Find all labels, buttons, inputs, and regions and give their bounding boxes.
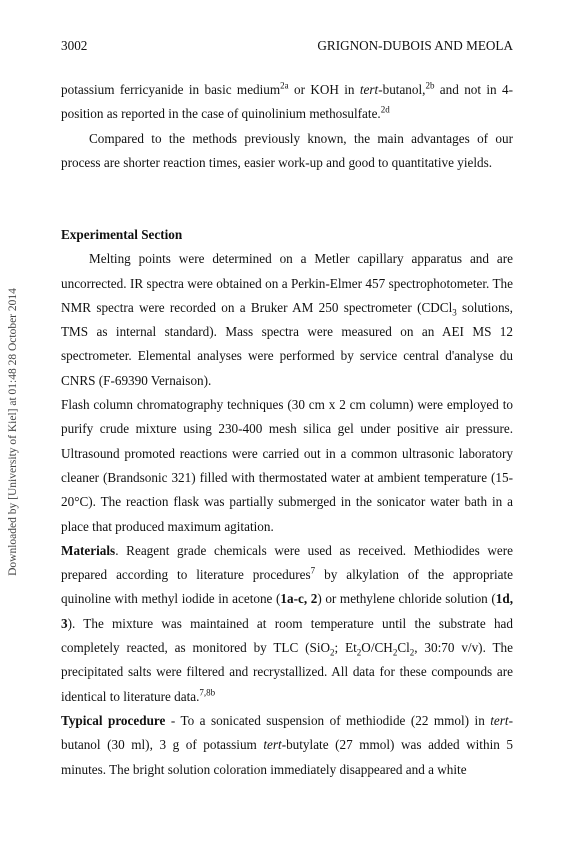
experimental-paragraph-1: Melting points were determined on a Metler capillary apparatus and are uncorrected. IR spectra were obtained on a Perkin-Elmer 457 spectrophotometer. The NMR spectra were recorded on a Bruker AM 250 spectrometer (CDCl$_3$ solutions, TMS as internal standard). Mass spectra were measured on an AEI MS 12 spectrometer. Elemental analyses were performed by service central d'analyse du CNRS (F-69390 Vernaison).	[61, 251, 513, 388]
download-watermark	[0, 0, 26, 864]
procedure-paragraph: Typical procedure - To a sonicated suspension of methiodide (22 mmol) in tert-butanol (30 ml), 3 g of potassium tert-butylate (27 mmol) was added within 5 minutes. The bright solution coloration immediately disappeared and a white	[61, 712, 513, 777]
intro-block	[61, 78, 513, 175]
experimental-paragraph-2: Flash column chromatography techniques (30 cm x 2 cm column) were employed to purify crude mixture using 230-400 mesh silica gel under positive air pressure. Ultrasound promoted reactions were carried out in a common ultrasonic laboratory cleaner (Brandsonic 321) filled with thermostated water at ambient temperature (15-20°C). The reaction flask was partially submerged in the sonicator water bath in a place that produced maximum agitation.	[61, 397, 513, 534]
section-heading: Experimental Section	[61, 227, 183, 242]
running-title: GRIGNON-DUBOIS AND MEOLA	[317, 38, 513, 53]
page-number: 3002	[61, 38, 88, 53]
experimental-section	[61, 223, 513, 782]
intro-paragraph-1: potassium ferricyanide in basic medium$^{2a}$ or KOH in tert-butanol,$^{2b}$ and not in 4-position as reported in the case of quinolinium methosulfate.$^{2d}$	[61, 80, 513, 122]
download-note: Downloaded by [University of Kiel] at 01:48 28 October 2014	[7, 288, 20, 576]
intro-paragraph-2: Compared to the methods previously known, the main advantages of our process are shorter reaction times, easier work-up and good to quantitative yields.	[61, 130, 513, 170]
materials-paragraph: Materials. Reagent grade chemicals were used as received. Methiodides were prepared according to literature procedures$^7$ by alkylation of the appropriate quinoline with methyl iodide in acetone (1a-c, 2) or methylene chloride solution (1d, 3). The mixture was maintained at room temperature until the substrate had completely reacted, as monitored by TLC (SiO$_2$; $Et_2O/CH_2Cl_2$, 30:70 v/v). The precipitated salts were filtered and recrystallized. All data for these compounds are identical to literature data.$^{7,8b}$	[61, 542, 514, 704]
page-header	[61, 38, 513, 54]
